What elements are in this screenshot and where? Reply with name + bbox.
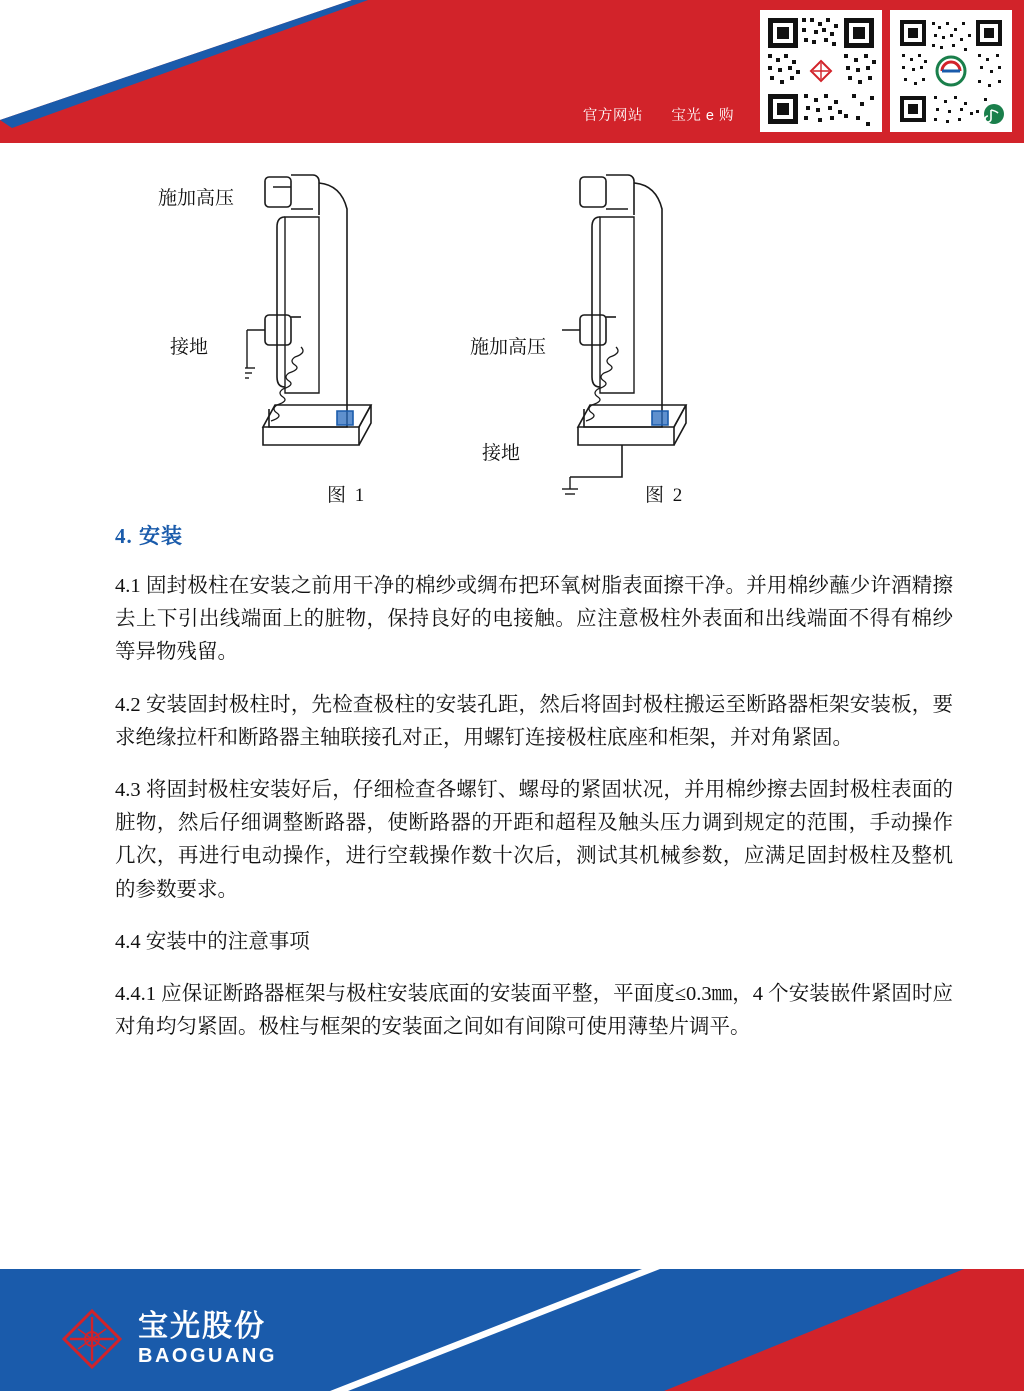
figure-1-hv-label: 施加高压 xyxy=(158,188,235,209)
logo-company-cn: 宝光股份 xyxy=(138,1310,266,1343)
page-header xyxy=(0,0,1024,143)
paragraph-4-1: 4.1 固封极柱在安装之前用干净的棉纱或绸布把环氧树脂表面擦干净。并用棉纱蘸少许酒精擦去上下引出线端面上的脏物，保持良好的电接触。应注意极柱外表面和出线端面不得有棉纱等异物残留。 xyxy=(115,575,953,664)
qr-code-shop-icon xyxy=(890,10,1012,132)
baoguang-logo xyxy=(60,1307,277,1371)
header-website-label: 官方网站 xyxy=(582,108,643,124)
figure-2-drawing xyxy=(560,165,860,495)
paragraph-4-3: 4.3 将固封极柱安装好后，仔细检查各螺钉、螺母的紧固状况，并用棉纱擦去固封极柱表面的脏物，然后仔细调整断路器，使断路器的开距和超程及触头压力调到规定的范围，手动操作几次，再进行电动操作，进行空载操作数十次后，测试其机械参数，应满足固封极柱及整机的参数要求。 xyxy=(115,779,953,901)
logo-company-en: BAOGUANG xyxy=(138,1345,277,1367)
section-title: 4. 安装 xyxy=(115,524,183,548)
paragraph-4-2: 4.2 安装固封极柱时，先检查极柱的安装孔距，然后将固封极柱搬运至断路器柜架安装板，要求绝缘拉杆和断路器主轴联接孔对正，用螺钉连接极柱底座和柜架，并对角紧固。 xyxy=(115,693,953,749)
document-content xyxy=(115,520,953,1063)
figure-1-ground-label: 接地 xyxy=(170,337,209,358)
baoguang-logo-icon xyxy=(60,1307,124,1371)
qr-code-website-icon xyxy=(760,10,882,132)
logo-text-block xyxy=(138,1312,277,1366)
figure-area xyxy=(0,150,1024,520)
figure-2-hv-label: 施加高压 xyxy=(470,337,547,358)
page-footer xyxy=(0,1269,1024,1391)
header-caption-group xyxy=(583,104,734,125)
paragraph-4-4-1: 4.4.1 应保证断路器框架与极柱安装底面的安装面平整，平面度≤0.3㎜，4 个安装嵌件紧固时应对角均匀紧固。极柱与框架的安装面之间如有间隙可使用薄垫片调平。 xyxy=(115,983,953,1039)
figure-1-caption: 图 1 xyxy=(327,485,367,506)
figure-2-caption: 图 2 xyxy=(645,485,685,506)
header-shop-label: 宝光 e 购 xyxy=(671,108,734,124)
paragraph-4-4: 4.4 安装中的注意事项 xyxy=(115,930,310,953)
figure-2-ground-label: 接地 xyxy=(482,443,521,464)
